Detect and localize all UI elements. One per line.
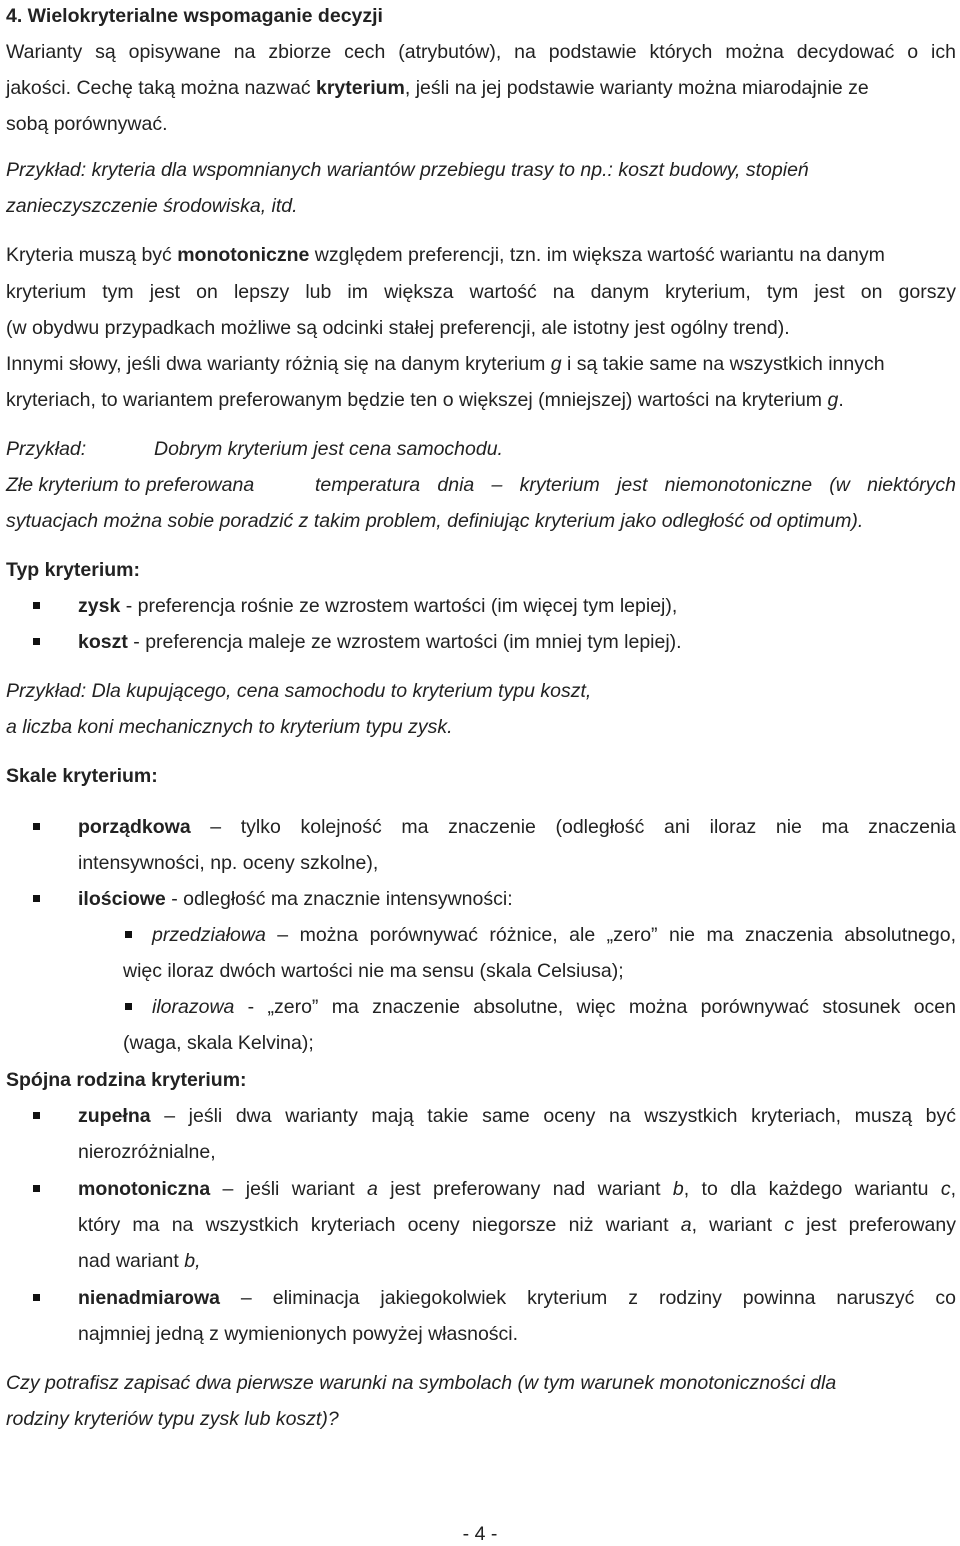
example3-line-1: Przykład: Dla kupującego, cena samochodu to kryterium typu koszt,	[6, 680, 592, 702]
scale-ordinal-line-2: intensywności, np. oceny szkolne),	[78, 852, 379, 874]
term-ilorazowa: ilorazowa	[152, 996, 235, 1018]
family-mono-text: jest preferowany nad wariant	[377, 1178, 673, 1200]
monotonic-text: względem preferencji, tzn. im większa wartość wariantu na danym	[309, 244, 885, 266]
example2-text: Dobrym kryterium jest cena samochodu.	[154, 438, 503, 460]
term-monotoniczne: monotoniczne	[177, 244, 310, 266]
monotonic-line-2: kryterium tym jest on lepszy lub im większa wartość na danym kryterium, tym jest on gorszy	[6, 281, 956, 303]
family-mono-text: , to dla każdego wariantu	[683, 1178, 941, 1200]
family-mono-line-2	[78, 1213, 956, 1237]
term-kryterium: kryterium	[315, 77, 405, 99]
family-complete-text: – jeśli dwa warianty mają takie same oceny na wszystkich kryteriach, muszą być	[150, 1105, 956, 1127]
example2-line-3: sytuacjach można sobie poradzić z takim problem, definiując kryterium jako odległość od optimum).	[6, 510, 864, 532]
family-nonred-line-2: najmniej jedną z wymienionych powyżej własności.	[78, 1323, 519, 1345]
family-mono-text: , wariant	[691, 1214, 785, 1236]
bullet-icon	[33, 602, 40, 609]
term-nienadmiarowa: nienadmiarowa	[78, 1287, 220, 1309]
symbol-a: a	[680, 1214, 692, 1236]
family-mono-line-1	[78, 1177, 956, 1201]
example1-line-2: zanieczyszczenie środowiska, itd.	[6, 195, 298, 217]
family-mono-text: nad wariant	[78, 1250, 185, 1272]
monotonic-text: i są takie same na wszystkich innych	[561, 353, 885, 375]
symbol-g: g	[827, 389, 839, 411]
scale-ratio-line-2: (waga, skala Kelvina);	[123, 1032, 314, 1054]
family-complete-line-1	[78, 1104, 956, 1128]
type-item-koszt	[78, 630, 682, 654]
family-nonred-line-1	[78, 1286, 956, 1310]
symbol-b: b,	[184, 1250, 201, 1272]
term-koszt: koszt	[78, 631, 128, 653]
family-mono-text: – jeśli wariant	[210, 1178, 368, 1200]
monotonic-text: kryteriach, to wariantem preferowanym będzie ten o większej (mniejszej) wartości na kryterium	[6, 389, 828, 411]
scale-ordinal-line-1	[78, 815, 956, 839]
scale-ratio-line-1	[152, 995, 956, 1019]
intro-text: jakości. Cechę taką można nazwać	[6, 77, 316, 99]
symbol-c: c	[940, 1178, 951, 1200]
symbol-a: a	[367, 1178, 378, 1200]
symbol-g: g	[550, 353, 562, 375]
intro-line-2	[6, 76, 869, 100]
family-mono-line-3	[78, 1249, 201, 1273]
example2-line-2b: temperatura dnia – kryterium jest niemonotoniczne (w niektórych	[315, 474, 956, 496]
family-mono-text: ,	[950, 1178, 956, 1200]
scales-title: Skale kryterium:	[6, 765, 158, 787]
type-item-text: - preferencja maleje ze wzrostem wartości (im mniej tym lepiej).	[127, 631, 682, 653]
bullet-icon	[125, 931, 132, 938]
family-mono-text: jest preferowany	[793, 1214, 956, 1236]
example2-label: Przykład:	[6, 438, 87, 460]
question-line-1: Czy potrafisz zapisać dwa pierwsze warunki na symbolach (w tym warunek monotoniczności dla	[6, 1372, 837, 1394]
page-number: - 4 -	[462, 1523, 498, 1545]
term-ilosciowe: ilościowe	[78, 888, 166, 910]
monotonic-line-1	[6, 243, 885, 267]
monotonic-text: .	[838, 389, 844, 411]
bullet-icon	[33, 638, 40, 645]
bullet-icon	[33, 1294, 40, 1301]
scale-quant-text: - odległość ma znacznie intensywności:	[165, 888, 513, 910]
scale-ordinal-text: – tylko kolejność ma znaczenie (odległość ani iloraz nie ma znaczenia	[190, 816, 956, 838]
scale-quantitative	[78, 887, 513, 911]
type-item-text: - preferencja rośnie ze wzrostem wartości (im więcej tym lepiej),	[120, 595, 678, 617]
scale-interval-text: – można porównywać różnice, ale „zero” nie ma znaczenia absolutnego,	[265, 924, 956, 946]
bullet-icon	[33, 823, 40, 830]
family-nonred-text: – eliminacja jakiegokolwiek kryterium z rodziny powinna naruszyć co	[219, 1287, 956, 1309]
term-przedzialowa: przedziałowa	[152, 924, 266, 946]
type-section-title: Typ kryterium:	[6, 559, 141, 581]
example2-line-2a: Złe kryterium to preferowana	[6, 474, 255, 496]
term-monotoniczna: monotoniczna	[78, 1178, 211, 1200]
bullet-icon	[33, 1112, 40, 1119]
family-title: Spójna rodzina kryterium:	[6, 1069, 247, 1091]
bullet-icon	[125, 1003, 132, 1010]
monotonic-line-3: (w obydwu przypadkach możliwe są odcinki stałej preferencji, ale istotny jest ogólny trend).	[6, 317, 790, 339]
intro-line-3: sobą porównywać.	[6, 113, 168, 135]
scale-interval-line-1	[152, 923, 956, 947]
intro-line-1: Warianty są opisywane na zbiorze cech (atrybutów), na podstawie których można decydować o ich	[6, 41, 956, 63]
question-line-2: rodziny kryteriów typu zysk lub koszt)?	[6, 1408, 339, 1430]
family-complete-line-2: nierozróżnialne,	[78, 1141, 216, 1163]
scale-ratio-text: - „zero” ma znaczenie absolutne, więc można porównywać stosunek ocen	[234, 996, 956, 1018]
type-item-zysk	[78, 594, 677, 618]
symbol-b: b	[672, 1178, 684, 1200]
section-heading: 4. Wielokryterialne wspomaganie decyzji	[6, 5, 383, 27]
term-porzadkowa: porządkowa	[78, 816, 191, 838]
monotonic-text: Kryteria muszą być	[6, 244, 178, 266]
bullet-icon	[33, 895, 40, 902]
term-zysk: zysk	[78, 595, 121, 617]
intro-text: , jeśli na jej podstawie warianty można miarodajnie ze	[404, 77, 869, 99]
term-zupelna: zupełna	[78, 1105, 151, 1127]
monotonic-text: Innymi słowy, jeśli dwa warianty różnią się na danym kryterium	[6, 353, 551, 375]
example1-line-1: Przykład: kryteria dla wspomnianych wariantów przebiegu trasy to np.: koszt budowy, stopień	[6, 159, 809, 181]
symbol-c: c	[784, 1214, 794, 1236]
monotonic-line-5	[6, 388, 844, 412]
bullet-icon	[33, 1185, 40, 1192]
example3-line-2: a liczba koni mechanicznych to kryterium typu zysk.	[6, 716, 453, 738]
scale-interval-line-2: więc iloraz dwóch wartości nie ma sensu (skala Celsiusa);	[123, 960, 624, 982]
family-mono-text: który ma na wszystkich kryteriach oceny niegorsze niż wariant	[78, 1214, 681, 1236]
monotonic-line-4	[6, 352, 885, 376]
